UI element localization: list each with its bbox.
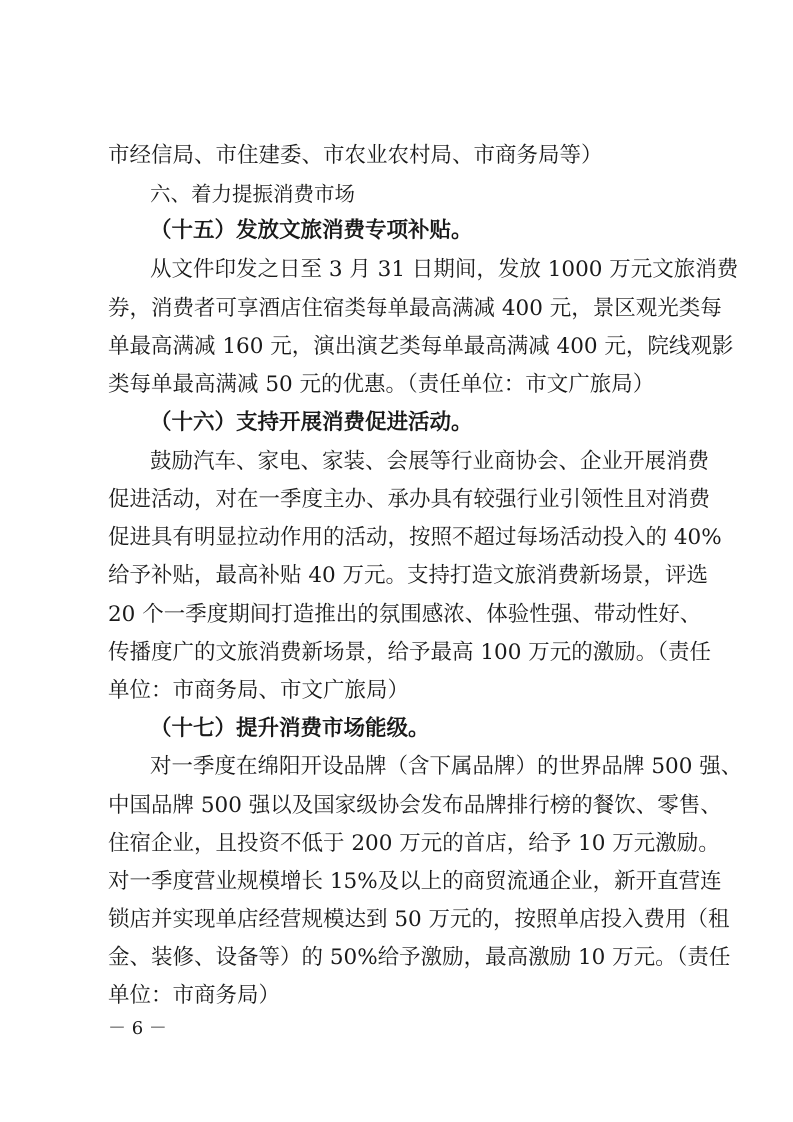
paragraph-line: 对一季度营业规模增长 15%及以上的商贸流通企业，新开直营连 [108, 869, 722, 894]
paragraph-line: 金、装修、设备等）的 50%给予激励，最高激励 10 万元。（责任 [108, 945, 731, 970]
continuation-line: 市经信局、市住建委、市农业农村局、市商务局等） [108, 143, 603, 168]
paragraph-line: 单位：市商务局、市文广旅局） [108, 678, 410, 703]
paragraph-line: 鼓励汽车、家电、家装、会展等行业商协会、企业开展消费 [150, 449, 710, 474]
paragraph-line: 20 个一季度期间打造推出的氛围感浓、体验性强、带动性好、 [108, 602, 702, 627]
paragraph-line: 给予补贴，最高补贴 40 万元。支持打造文旅消费新场景，评选 [108, 563, 709, 588]
paragraph-line: 对一季度在绵阳开设品牌（含下属品牌）的世界品牌 500 强、 [150, 754, 743, 779]
item-16-heading: （十六）支持开展消费促进活动。 [150, 410, 473, 435]
paragraph-line: 促进具有明显拉动作用的活动，按照不超过每场活动投入的 40% [108, 525, 722, 550]
paragraph-line: 促进活动，对在一季度主办、承办具有较强行业引领性且对消费 [108, 487, 711, 512]
paragraph-line: 单位：市商务局） [108, 983, 281, 1008]
paragraph-line: 中国品牌 500 强以及国家级协会发布品牌排行榜的餐饮、零售、 [108, 793, 722, 818]
item-17-heading: （十七）提升消费市场能级。 [150, 716, 430, 741]
paragraph-line: 从文件印发之日至 3 月 31 日期间，发放 1000 万元文旅消费 [150, 257, 739, 282]
paragraph-line: 单最高满减 160 元，演出演艺类每单最高满减 400 元，院线观影 [108, 334, 734, 359]
paragraph-line: 锁店并实现单店经营规模达到 50 万元的，按照单店投入费用（租 [108, 907, 730, 932]
paragraph-line: 住宿企业，且投资不低于 200 万元的首店，给予 10 万元激励。 [108, 831, 720, 856]
section-heading: 六、着力提振消费市场 [150, 182, 355, 206]
paragraph-line: 类每单最高满减 50 元的优惠。（责任单位：市文广旅局） [108, 372, 655, 397]
paragraph-line: 券，消费者可享酒店住宿类每单最高满减 400 元，景区观光类每 [108, 296, 722, 321]
page-number: － 6 － [108, 1018, 167, 1039]
item-15-heading: （十五）发放文旅消费专项补贴。 [150, 218, 473, 243]
paragraph-line: 传播度广的文旅消费新场景，给予最高 100 万元的激励。（责任 [108, 640, 711, 665]
